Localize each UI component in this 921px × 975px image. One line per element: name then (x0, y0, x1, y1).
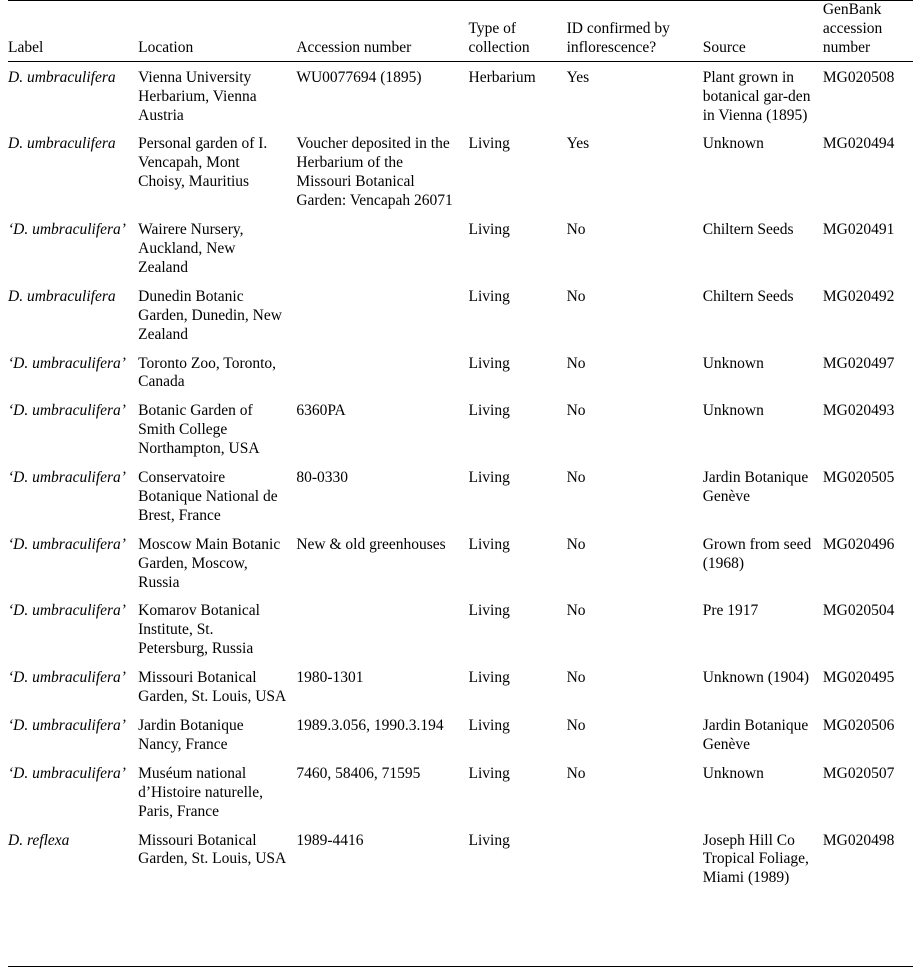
table-row (8, 130, 913, 216)
cell-accession-text: 7460, 58406, 71595 (296, 764, 421, 782)
cell-genbank (823, 531, 913, 598)
cell-accession-text: New & old greenhouses (296, 535, 446, 553)
cell-type (469, 283, 567, 350)
column-header-type (469, 1, 567, 61)
cell-id_confirmed (567, 712, 703, 760)
cell-accession (296, 760, 468, 827)
cell-label-text: ‘D. umbraculifera’ (8, 469, 126, 487)
cell-type (469, 130, 567, 216)
cell-label-text: ‘D. umbraculifera’ (8, 402, 126, 420)
cell-location (138, 531, 296, 598)
cell-location-text: Vienna University Herbarium, Vienna Austria (138, 68, 257, 124)
cell-type-text: Living (468, 717, 510, 734)
cell-genbank (823, 664, 913, 712)
cell-label (8, 712, 138, 760)
cell-label-text: ‘D. umbraculifera’ (8, 602, 126, 620)
cell-location-text: Conservatoire Botanique National de Brest, France (138, 469, 278, 524)
column-header-label (8, 1, 138, 61)
cell-id_confirmed-text: Yes (566, 135, 590, 153)
cell-accession (296, 712, 468, 760)
cell-type-text: Living (468, 469, 510, 487)
cell-label (8, 531, 138, 598)
cell-id_confirmed-text: No (566, 535, 586, 553)
table-row (8, 597, 913, 664)
cell-genbank-text: MG020507 (822, 764, 895, 782)
cell-location (138, 350, 296, 398)
cell-genbank (823, 760, 913, 827)
cell-location (138, 61, 296, 130)
cell-genbank (823, 216, 913, 283)
cell-genbank-text: MG020494 (822, 135, 895, 153)
cell-label (8, 597, 138, 664)
cell-source (703, 760, 823, 827)
cell-location (138, 464, 296, 531)
cell-accession (296, 216, 468, 283)
cell-id_confirmed (567, 531, 703, 598)
cell-source (703, 664, 823, 712)
cell-source (703, 350, 823, 398)
cell-accession-text: WU0077694 (1895) (296, 68, 422, 86)
cell-accession (296, 283, 468, 350)
cell-type-text: Living (468, 402, 510, 420)
cell-id_confirmed (567, 760, 703, 827)
cell-id_confirmed-text: No (566, 221, 586, 239)
cell-type-text: Living (468, 354, 510, 372)
cell-id_confirmed-text: No (566, 354, 586, 372)
cell-type (469, 350, 567, 398)
cell-label (8, 130, 138, 216)
cell-source-text: Plant grown in botanical gar-den in Vienna (1895) (702, 68, 811, 124)
table-row (8, 216, 913, 283)
cell-genbank (823, 61, 913, 130)
cell-location (138, 216, 296, 283)
cell-id_confirmed-text: No (566, 669, 586, 687)
cell-location-text: Dunedin Botanic Garden, Dunedin, New Zealand (138, 287, 282, 343)
cell-id_confirmed-text: No (566, 602, 586, 620)
cell-label (8, 216, 138, 283)
column-header-genbank-text: GenBank accession number (822, 1, 883, 56)
cell-accession (296, 464, 468, 531)
table-row (8, 61, 913, 130)
cell-location (138, 397, 296, 464)
cell-location (138, 827, 296, 894)
column-header-id-confirmed (567, 1, 703, 61)
cell-label (8, 464, 138, 531)
cell-genbank-text: MG020492 (822, 287, 895, 305)
cell-label (8, 397, 138, 464)
cell-accession-text: 6360PA (296, 402, 346, 420)
column-header-location-text: Location (138, 38, 194, 56)
cell-source (703, 130, 823, 216)
cell-type-text: Living (468, 135, 510, 153)
cell-type (469, 531, 567, 598)
table-row (8, 664, 913, 712)
cell-genbank (823, 130, 913, 216)
column-header-source (703, 1, 823, 61)
cell-label (8, 283, 138, 350)
cell-type (469, 664, 567, 712)
cell-genbank-text: MG020495 (822, 669, 895, 687)
cell-genbank-text: MG020493 (822, 402, 895, 420)
cell-type-text: Herbarium (468, 68, 536, 86)
cell-label-text: D. umbraculifera (8, 135, 116, 153)
cell-accession (296, 597, 468, 664)
cell-id_confirmed-text: No (566, 469, 586, 487)
cell-type-text: Living (468, 669, 510, 687)
cell-id_confirmed (567, 283, 703, 350)
cell-genbank (823, 350, 913, 398)
cell-location-text: Jardin Botanique Nancy, France (138, 717, 244, 753)
cell-source-text: Grown from seed (1968) (702, 535, 812, 572)
cell-id_confirmed (567, 827, 703, 894)
table-row (8, 760, 913, 827)
column-header-id-confirmed-text: ID confirmed by inflorescence? (566, 19, 670, 56)
cell-genbank-text: MG020506 (822, 717, 895, 734)
cell-type-text: Living (468, 535, 510, 553)
cell-id_confirmed (567, 397, 703, 464)
cell-genbank-text: MG020504 (822, 602, 895, 620)
cell-type (469, 760, 567, 827)
cell-accession (296, 827, 468, 894)
cell-type (469, 61, 567, 130)
cell-source-text: Joseph Hill Co Tropical Foliage, Miami (1989) (702, 831, 809, 887)
cell-genbank (823, 712, 913, 760)
cell-type-text: Living (468, 602, 510, 620)
cell-source (703, 531, 823, 598)
cell-id_confirmed-text: No (566, 717, 586, 734)
cell-location (138, 283, 296, 350)
cell-source (703, 597, 823, 664)
cell-accession (296, 61, 468, 130)
cell-label (8, 664, 138, 712)
cell-label (8, 61, 138, 130)
cell-source (703, 712, 823, 760)
cell-location (138, 760, 296, 827)
cell-type (469, 712, 567, 760)
cell-genbank-text: MG020496 (822, 535, 895, 553)
table-row (8, 397, 913, 464)
table-bottom-rule (8, 966, 913, 967)
cell-location-text: Missouri Botanical Garden, St. Louis, USA (138, 669, 287, 706)
cell-location (138, 130, 296, 216)
cell-accession (296, 531, 468, 598)
cell-source-text: Pre 1917 (702, 602, 759, 620)
table-row (8, 283, 913, 350)
cell-location (138, 712, 296, 760)
specimen-table (8, 0, 913, 893)
cell-source-text: Chiltern Seeds (702, 287, 794, 305)
cell-type-text: Living (468, 221, 510, 239)
cell-label (8, 827, 138, 894)
cell-source (703, 61, 823, 130)
table-row (8, 712, 913, 760)
cell-accession (296, 350, 468, 398)
cell-source (703, 827, 823, 894)
cell-id_confirmed (567, 216, 703, 283)
cell-label (8, 350, 138, 398)
cell-location-text: Toronto Zoo, Toronto, Canada (138, 354, 277, 391)
table-row (8, 531, 913, 598)
cell-id_confirmed (567, 350, 703, 398)
cell-source-text: Jardin Botanique Genève (702, 469, 809, 505)
cell-genbank-text: MG020498 (822, 831, 895, 849)
column-header-accession (296, 1, 468, 61)
cell-id_confirmed-text: No (566, 287, 586, 305)
column-header-genbank (823, 1, 913, 61)
table-row (8, 464, 913, 531)
cell-accession-text: 1989-4416 (296, 831, 364, 849)
cell-type (469, 597, 567, 664)
cell-id_confirmed-text: No (566, 764, 586, 782)
cell-label-text: ‘D. umbraculifera’ (8, 221, 126, 239)
cell-source-text: Unknown (702, 135, 764, 153)
cell-label-text: D. umbraculifera (8, 68, 116, 86)
table-row (8, 350, 913, 398)
cell-genbank (823, 283, 913, 350)
column-header-source-text: Source (702, 38, 746, 56)
cell-type (469, 216, 567, 283)
cell-label-text: ‘D. umbraculifera’ (8, 535, 126, 553)
cell-source-text: Unknown (702, 402, 764, 420)
cell-id_confirmed (567, 664, 703, 712)
cell-type (469, 827, 567, 894)
column-header-label-text: Label (8, 38, 44, 56)
cell-location-text: Wairere Nursery, Auckland, New Zealand (138, 221, 244, 276)
cell-label-text: ‘D. umbraculifera’ (8, 669, 126, 687)
cell-id_confirmed (567, 130, 703, 216)
cell-accession-text: 1989.3.056, 1990.3.194 (296, 717, 444, 734)
cell-location (138, 597, 296, 664)
cell-type-text: Living (468, 764, 510, 782)
cell-genbank-text: MG020508 (822, 68, 895, 86)
cell-type (469, 397, 567, 464)
cell-location-text: Personal garden of I. Vencapah, Mont Choisy, Mauritius (138, 135, 268, 191)
column-header-accession-text: Accession number (296, 38, 412, 56)
cell-genbank (823, 464, 913, 531)
cell-id_confirmed (567, 61, 703, 130)
cell-accession (296, 130, 468, 216)
cell-location-text: Komarov Botanical Institute, St. Petersburg, Russia (138, 602, 260, 658)
cell-accession-text: Voucher deposited in the Herbarium of the Missouri Botanical Garden: Vencapah 26071 (296, 135, 453, 210)
cell-accession (296, 664, 468, 712)
cell-source (703, 216, 823, 283)
cell-accession-text: 1980-1301 (296, 669, 364, 687)
cell-location-text: Moscow Main Botanic Garden, Moscow, Russia (138, 535, 281, 591)
cell-id_confirmed-text: No (566, 402, 586, 420)
cell-source-text: Unknown (702, 354, 764, 372)
cell-source (703, 397, 823, 464)
cell-label-text: ‘D. umbraculifera’ (8, 764, 126, 782)
cell-label-text: D. umbraculifera (8, 287, 116, 305)
cell-genbank-text: MG020491 (822, 221, 895, 239)
cell-genbank (823, 397, 913, 464)
cell-source-text: Unknown (1904) (702, 669, 810, 687)
cell-type-text: Living (468, 831, 510, 849)
cell-source-text: Unknown (702, 764, 764, 782)
table-row (8, 827, 913, 894)
cell-label-text: ‘D. umbraculifera’ (8, 354, 126, 372)
column-header-type-text: Type of collection (468, 19, 530, 56)
cell-location-text: Muséum national d’Histoire naturelle, Paris, France (138, 764, 263, 820)
cell-label (8, 760, 138, 827)
table-header-row (8, 1, 913, 61)
column-header-location (138, 1, 296, 61)
cell-id_confirmed (567, 597, 703, 664)
cell-type (469, 464, 567, 531)
cell-location-text: Botanic Garden of Smith College Northampton, USA (138, 402, 260, 458)
table-header (8, 1, 913, 62)
cell-location-text: Missouri Botanical Garden, St. Louis, USA (138, 831, 287, 868)
cell-label-text: ‘D. umbraculifera’ (8, 717, 126, 734)
cell-source (703, 283, 823, 350)
cell-source-text: Jardin Botanique Genève (702, 717, 809, 753)
cell-label-text: D. reflexa (8, 831, 70, 849)
cell-source-text: Chiltern Seeds (702, 221, 794, 239)
cell-source (703, 464, 823, 531)
cell-genbank (823, 597, 913, 664)
cell-location (138, 664, 296, 712)
cell-id_confirmed-text: Yes (566, 68, 590, 86)
table-body (8, 61, 913, 893)
cell-accession-text: 80-0330 (296, 469, 348, 487)
cell-genbank (823, 827, 913, 894)
cell-type-text: Living (468, 287, 510, 305)
cell-id_confirmed (567, 464, 703, 531)
cell-genbank-text: MG020497 (822, 354, 895, 372)
cell-accession (296, 397, 468, 464)
cell-genbank-text: MG020505 (822, 469, 895, 487)
